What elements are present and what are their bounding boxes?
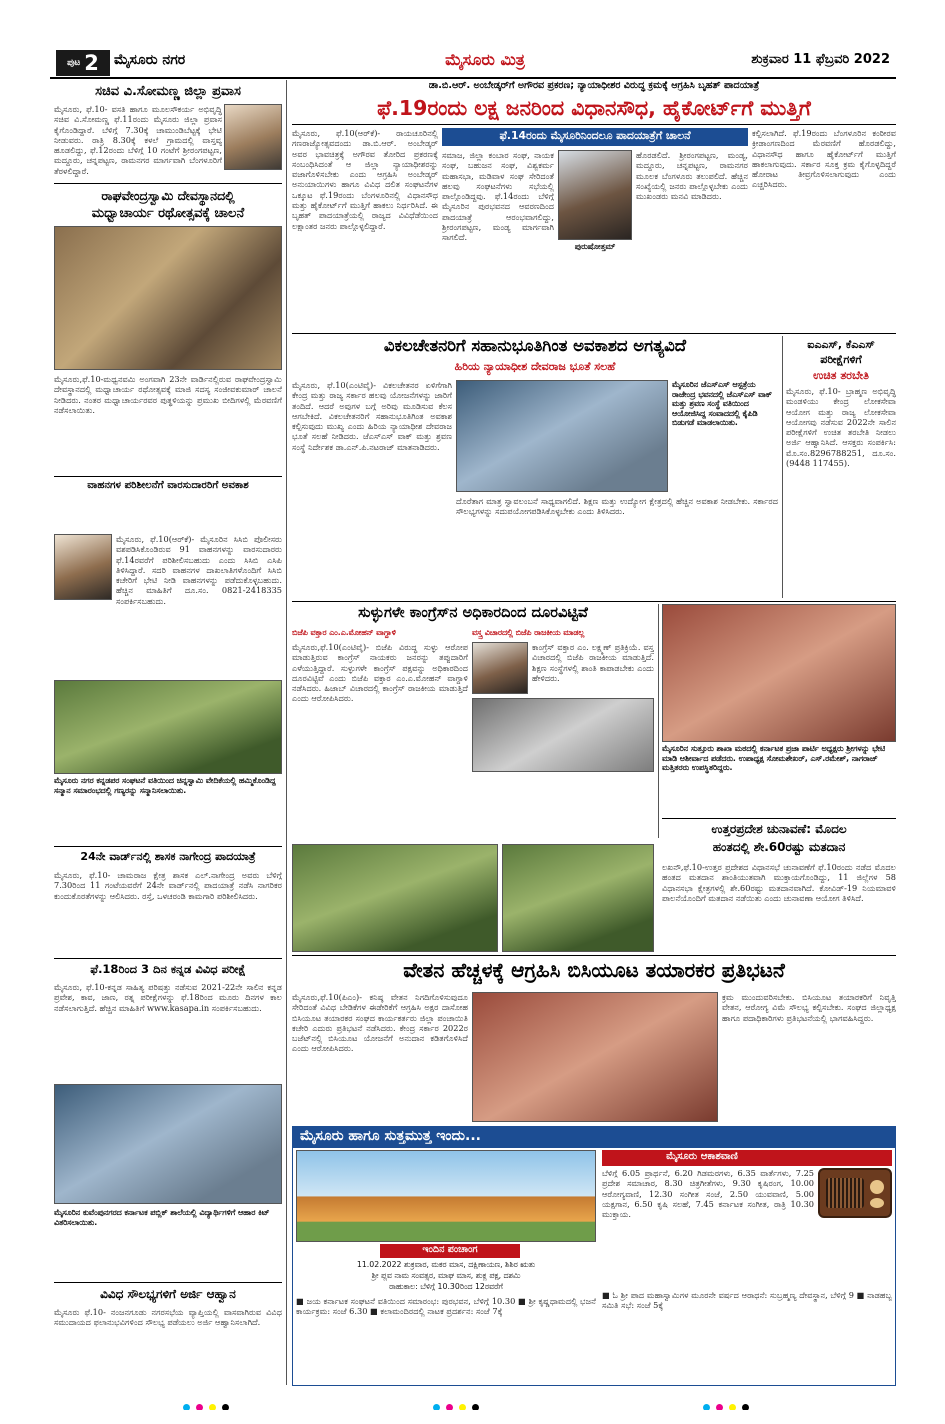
registration-marks-left xyxy=(180,1396,300,1410)
left-story3-body: ಮೈಸೂರು, ಫೆ.10(ಆರ್‌ಕೆ)- ಮೈಸೂರಿನ ಸಿಸಿಬಿ ಪೊಲೀಸರು ವಶಪಡಿಸಿಕೊಂಡಿರುವ 91 ವಾಹನಗಳನ್ನು ವಾರಸುದಾರರು ಫೆ.14ರವರೆಗೆ ಪರಿಶೀಲಿಸಬಹುದು ಎಂದು ಸಿಸಿಬಿ ಎಸಿಪಿ ತಿಳಿಸಿದ್ದಾರೆ. ಸದರಿ ವಾಹನಗಳ ದಾಖಲಾತಿಗಳೊಂದಿಗೆ ಸಿಸಿಬಿ ಕಚೇರಿಗೆ ಭೇಟಿ ನೀಡಿ ವಾಹನಗಳನ್ನು ಪಡೆದುಕೊಳ್ಳಬಹುದು. ಹೆಚ್ಚಿನ ಮಾಹಿತಿಗೆ ದೂ.ಸಂ. 0821-2418335 ಸಂಪರ್ಕಿಸಬಹುದು. xyxy=(116,534,282,606)
lead-subhead: ಫೆ.14ರಂದು ಮೈಸೂರಿನಿಂದಲೂ ಪಾದಯಾತ್ರೆಗೆ ಚಾಲನೆ xyxy=(499,129,691,142)
left-story1-headline: ಸಚಿವ ವಿ.ಸೋಮಣ್ಣ ಜಿಲ್ಲಾ ಪ್ರವಾಸ xyxy=(95,84,241,99)
wage-body2: ಕ್ರಮ ಮುಂದುವರಿಸಬೇಕು. ಬಿಸಿಯೂಟ ತಯಾರಕರಿಗೆ ನಿವೃತ್ತಿ ವೇತನ, ಆರೋಗ್ಯ ವಿಮೆ ಸೌಲಭ್ಯ ಕಲ್ಪಿಸಬೇಕು. ಸಂಘದ ಜಿಲ್ಲಾಧ್ಯಕ್ಷ ಹಾಗೂ ಪದಾಧಿಕಾರಿಗಳು ಪ್ರತಿಭಟನೆಯಲ್ಲಿ ಭಾಗವಹಿಸಿದ್ದರು. xyxy=(722,992,896,1023)
up-headline-2: ಹಂತದಲ್ಲಿ ಶೇ.60ರಷ್ಟು ಮತದಾನ xyxy=(712,840,846,854)
disability-photo-caption: ಮೈಸೂರಿನ ಜೆಎಸ್‌ಎಸ್ ಆಸ್ಪತ್ರೆಯ ರಾಜೇಂದ್ರ ಭವನದಲ್ಲಿ ಜೆಎಸ್‌ಎಸ್ ವಾಕ್ ಮತ್ತು ಶ್ರವಣ ಸಂಸ್ಥೆ ವತಿಯಿಂದ ಆಯೋಜಿಸಿದ್ದ ಸಂವಾದದಲ್ಲಿ ಕೈಪಿಡಿ ಬಿಡುಗಡೆ ಮಾಡಲಾಯಿತು. xyxy=(672,380,772,428)
today-banner: ಮೈಸೂರು ಹಾಗೂ ಸುತ್ತಮುತ್ತ ಇಂದು... xyxy=(300,1128,481,1144)
masthead-rule xyxy=(50,77,896,79)
today-events: ■ ಜಯ ಕರ್ನಾಟಕ ಸಂಘಟನೆ ವತಿಯಿಂದ ಸಮಾರಂಭ: ಪುರಭವನ, ಬೆಳಿಗ್ಗೆ 10.30 ■ ಶ್ರೀ ಕೃಷ್ಣಧಾಮದಲ್ಲಿ ಭಜನೆ ಕಾರ್ಯಕ್ರಮ: ಸಂಜೆ 6.30 ■ ಕಲಾಮಂದಿರದಲ್ಲಿ ನಾಟಕ ಪ್ರದರ್ಶನ: ಸಂಜೆ 7ಕ್ಕೆ xyxy=(296,1296,596,1317)
left-story7-caption: ಮೈಸೂರಿನ ಕುವೆಂಪುನಗರದ ಕರ್ನಾಟಕ ಪಬ್ಲಿಕ್ ಶಾಲೆಯಲ್ಲಿ ವಿದ್ಯಾರ್ಥಿಗಳಿಗೆ ಆಹಾರ ಕಿಟ್ ವಿತರಿಸಲಾಯಿತು. xyxy=(54,1208,270,1227)
left-story8-body: ಮೈಸೂರು ಫೆ.10- ನಂಜನಗೂಡು ನಗರಸಭೆಯ ವ್ಯಾಪ್ತಿಯಲ್ಲಿ ವಾಸವಾಗಿರುವ ವಿವಿಧ ಸಮುದಾಯದ ಫಲಾನುಭವಿಗಳಿಂದ ಸೌಲಭ್ಯ ಪಡೆಯಲು ಅರ್ಜಿ ಆಹ್ವಾನಿಸಲಾಗಿದೆ. xyxy=(54,1307,282,1328)
lead-col1: ಮೈಸೂರು, ಫೆ.10(ಆರ್‌ಕೆ)- ರಾಯಚೂರಿನಲ್ಲಿ ಗಣರಾಜ್ಯೋತ್ಸವದಂದು ಡಾ.ಬಿ.ಆರ್. ಅಂಬೇಡ್ಕರ್ ಅವರ ಭಾವಚಿತ್ರಕ್ಕೆ ಅಗೌರವ ತೋರಿದ ಪ್ರಕರಣಕ್ಕೆ ಸಂಬಂಧಿಸಿದಂತೆ ಆ ಜಿಲ್ಲಾ ನ್ಯಾಯಾಧೀಶರನ್ನು ವಜಾಗೊಳಿಸಬೇಕು ಎಂದು ಆಗ್ರಹಿಸಿ ಅಂಬೇಡ್ಕರ್ ಅನುಯಾಯಿಗಳು ಹಾಗೂ ವಿವಿಧ ದಲಿತ ಸಂಘಟನೆಗಳ ಒಕ್ಕೂಟ ಫೆ.19ರಂದು ಬೆಂಗಳೂರಿನಲ್ಲಿ ವಿಧಾನಸೌಧ ಮತ್ತು ಹೈಕೋರ್ಟ್‌ಗೆ ಮುತ್ತಿಗೆ ಹಾಕಲು ನಿರ್ಧರಿಸಿದೆ. ಈ ಬೃಹತ್ ಪಾದಯಾತ್ರೆಯಲ್ಲಿ ರಾಜ್ಯದ ವಿವಿಧೆಡೆಯಿಂದ ಲಕ್ಷಾಂತರ ಜನರು ಪಾಲ್ಗೊಳ್ಳಲಿದ್ದಾರೆ. xyxy=(292,128,438,231)
issue-date: ಶುಕ್ರವಾರ 11 ಫೆಬ್ರವರಿ 2022 xyxy=(751,52,890,67)
page-label: ಪುಟ xyxy=(67,58,81,68)
lead-col4: ಕಲ್ಪಿಸಲಾಗಿದೆ. ಫೆ.19ರಂದು ಬೆಂಗಳೂರಿನ ಕಂಠೀರವ ಕ್ರೀಡಾಂಗಣದಿಂದ ಮೆರವಣಿಗೆ ಹೊರಡಲಿದ್ದು, ವಿಧಾನಸೌಧ ಹಾಗೂ ಹೈಕೋರ್ಟ್‌ಗೆ ಮುತ್ತಿಗೆ ಹಾಕಲಾಗುವುದು. ಸರ್ಕಾರ ಸೂಕ್ತ ಕ್ರಮ ಕೈಗೊಳ್ಳದಿದ್ದರೆ ಹೋರಾಟ ತೀವ್ರಗೊಳಿಸಲಾಗುವುದು ಎಂದು ಎಚ್ಚರಿಸಿದರು. xyxy=(752,128,896,190)
congress-body: ಮೈಸೂರು,ಫೆ.10(ಎಂಟಿವೈ)- ಬಿಜೆಪಿ ವಿರುದ್ಧ ಸುಳ್ಳು ಆರೋಪ ಮಾಡುತ್ತಿರುವ ಕಾಂಗ್ರೆಸ್ ನಾಯಕರು ಜನರನ್ನು ತಪ್ಪುದಾರಿಗೆ ಎಳೆಯುತ್ತಿದ್ದಾರೆ. ಸುಳ್ಳುಗಳೇ ಕಾಂಗ್ರೆಸ್ ಪಕ್ಷವನ್ನು ಅಧಿಕಾರದಿಂದ ದೂರವಿಟ್ಟಿವೆ ಎಂದು ಬಿಜೆಪಿ ವಕ್ತಾರ ಎಂ.ಎ.ಮೋಹನ್ ವಾಗ್ದಾಳಿ ನಡೆಸಿದರು. ಹಿಜಾಬ್ ವಿಚಾರದಲ್ಲಿ ಕಾಂಗ್ರೆಸ್ ರಾಜಕೀಯ ಮಾಡುತ್ತಿದೆ ಎಂದು ಆರೋಪಿಸಿದರು. xyxy=(292,642,468,704)
ias-headline-1: ಐಎಎಸ್, ಕೆಎಎಸ್ xyxy=(807,338,875,351)
disability-bottom-rule xyxy=(292,601,896,602)
congress-body-continued xyxy=(472,776,654,840)
felicitation-photo xyxy=(54,680,282,774)
radio-title: ಮೈಸೂರು ಆಕಾಶವಾಣಿ xyxy=(666,1151,738,1162)
minister-portrait xyxy=(224,104,282,170)
left-story3-headline: ವಾಹನಗಳ ಪರಿಶೀಲನೆಗೆ ವಾರಸುದಾರರಿಗೆ ಅವಕಾಶ xyxy=(87,480,249,491)
ias-divider xyxy=(782,336,783,598)
ias-body: ಮೈಸೂರು, ಫೆ.10- ಬ್ರಾಹ್ಮಣ ಅಭಿವೃದ್ಧಿ ಮಂಡಳಿಯು ಕೇಂದ್ರ ಲೋಕಸೇವಾ ಆಯೋಗ ಮತ್ತು ರಾಜ್ಯ ಲೋಕಸೇವಾ ಆಯೋಗವು ನಡೆಸುವ 2022ನೇ ಸಾಲಿನ ಪರೀಕ್ಷೆಗಳಿಗೆ ಉಚಿತ ತರಬೇತಿ ನೀಡಲು ಅರ್ಜಿ ಆಹ್ವಾನಿಸಿದೆ. ಆಸಕ್ತರು ಸಂಪರ್ಕಿಸಿ: ಮೊ.ಸಂ.8296788251, ದೂ.ಸಂ. (9448 117455). xyxy=(786,386,896,469)
panchanga-title: ಇಂದಿನ ಪಂಚಾಂಗ xyxy=(422,1244,478,1255)
chariot-festival-photo xyxy=(54,226,282,370)
left-rule-1 xyxy=(54,183,282,184)
disability-headline: ವಿಕಲಚೇತನರಿಗೆ ಸಹಾನುಭೂತಿಗಿಂತ ಅವಕಾಶದ ಅಗತ್ಯವಿದೆ xyxy=(383,336,687,355)
lead-col2: ಸಮಾಜ, ಜಿಲ್ಲಾ ಕಂಬಾರ ಸಂಘ, ನಾಯಕ ಸಂಘ, ಬಹುಜನ ಸಂಘ, ವಿಶ್ವಕರ್ಮ ಮಹಾಸಭಾ, ಮಡಿವಾಳ ಸಂಘ ಸೇರಿದಂತೆ ಹಲವು ಸಂಘಟನೆಗಳು ಸಭೆಯಲ್ಲಿ ಪಾಲ್ಗೊಂಡಿದ್ದವು. ಫೆ.14ರಂದು ಬೆಳಿಗ್ಗೆ ಮೈಸೂರಿನ ಪುರಭವನದ ಆವರಣದಿಂದ ಪಾದಯಾತ್ರೆ ಆರಂಭವಾಗಲಿದ್ದು, ಶ್ರೀರಂಗಪಟ್ಟಣ, ಮಂಡ್ಯ ಮಾರ್ಗವಾಗಿ ಸಾಗಲಿದೆ. xyxy=(442,150,554,243)
section-name: ಮೈಸೂರು ನಗರ xyxy=(114,52,186,68)
left-story4-caption: ಮೈಸೂರು ನಗರ ಕನ್ನಡಪರ ಸಂಘಟನೆ ವತಿಯಿಂದ ಚಿನ್ನಸ್ವಾಮಿ ವೇದಿಕೆಯಲ್ಲಿ ಹಮ್ಮಿಕೊಂಡಿದ್ದ ಸನ್ಮಾನ ಸಮಾರಂಭದಲ್ಲಿ ಗಣ್ಯರನ್ನು ಸನ್ಮಾನಿಸಲಾಯಿತು. xyxy=(54,776,276,795)
ward-meeting-photo xyxy=(292,844,498,952)
left-story5-body: ಮೈಸೂರು, ಫೆ.10- ಚಾಮರಾಜ ಕ್ಷೇತ್ರ ಶಾಸಕ ಎಲ್.ನಾಗೇಂದ್ರ ಅವರು ಬೆಳಿಗ್ಗೆ 7.30ರಿಂದ 11 ಗಂಟೆಯವರೆಗೆ 24ನೇ ವಾರ್ಡ್‌ನಲ್ಲಿ ಪಾದಯಾತ್ರೆ ನಡೆಸಿ ನಾಗರಿಕರ ಕುಂದುಕೊರತೆಗಳನ್ನು ಆಲಿಸಿದರು. ರಸ್ತೆ, ಒಳಚರಂಡಿ ಕಾಮಗಾರಿ ಪರಿಶೀಲಿಸಿದರು. xyxy=(54,870,282,901)
registration-marks-right xyxy=(700,1396,820,1410)
left-story8-headline: ವಿವಿಧ ಸೌಲಭ್ಯಗಳಿಗೆ ಅರ್ಜಿ ಆಹ್ವಾನ xyxy=(100,1287,236,1301)
ias-subhead: ಉಚಿತ ತರಬೇತಿ xyxy=(813,369,869,382)
panchanga-line1: 11.02.2022 ಶುಕ್ರವಾರ, ಮಕರ ಮಾಸ, ದಕ್ಷಿಣಾಯಣ, ಶಿಶಿರ ಋತು xyxy=(356,1260,536,1269)
disability-body2: ದೊರೆತಾಗ ಮಾತ್ರ ಸ್ವಾವಲಂಬನೆ ಸಾಧ್ಯವಾಗಲಿದೆ. ಶಿಕ್ಷಣ ಮತ್ತು ಉದ್ಯೋಗ ಕ್ಷೇತ್ರದಲ್ಲಿ ಹೆಚ್ಚಿನ ಅವಕಾಶ ನೀಡಬೇಕು. ಸರ್ಕಾರದ ಸೌಲಭ್ಯಗಳನ್ನು ಸದುಪಯೋಗಪಡಿಸಿಕೊಳ್ಳಬೇಕು ಎಂದು ತಿಳಿಸಿದರು. xyxy=(456,496,778,517)
congress-body2: ಕಾಂಗ್ರೆಸ್ ವಕ್ತಾರ ಎಂ. ಲಕ್ಷ್ಮಣ್ ಪ್ರತಿಕ್ರಿಯೆ. ವಸ್ತ್ರ ವಿಚಾರದಲ್ಲಿ ಬಿಜೆಪಿ ರಾಜಕೀಯ ಮಾಡುತ್ತಿದೆ. ಶಿಕ್ಷಣ ಸಂಸ್ಥೆಗಳಲ್ಲಿ ಶಾಂತಿ ಕಾಪಾಡಬೇಕು ಎಂದು ಹೇಳಿದರು. xyxy=(532,642,654,683)
protest-photo xyxy=(472,992,718,1122)
left-story3-body-top xyxy=(54,498,282,532)
page-number: 2 xyxy=(84,51,99,75)
wage-top-rule xyxy=(292,955,896,956)
lakshman-portrait xyxy=(472,642,528,694)
lead-photo-caption: ಪುರುಷೋತ್ತಮ್ xyxy=(574,242,616,251)
left-story2-body: ಮೈಸೂರು,ಫೆ.10-ಮಧ್ವನವಮಿ ಅಂಗವಾಗಿ 23ನೇ ವಾರ್ಡಿನಲ್ಲಿರುವ ರಾಘವೇಂದ್ರಸ್ವಾಮಿ ದೇವಸ್ಥಾನದಲ್ಲಿ ಮಧ್ವಾಚಾರ್ಯ ರಥೋತ್ಸವಕ್ಕೆ ಮಾಜಿ ಸದಸ್ಯ ಸಂಜೀವಕುಮಾರ್ ಚಾಲನೆ ನೀಡಿದರು. ನಂತರ ಮಧ್ವಾಚಾರ್ಯರವರ ಪುತ್ಥಳಿಯನ್ನು ಪ್ರಮುಖ ಬೀದಿಗಳಲ್ಲಿ ಮೆರವಣಿಗೆ ನಡೆಸಲಾಯಿತು. xyxy=(54,374,282,415)
congress-kicker-b: ವಸ್ತ್ರ ವಿಚಾರದಲ್ಲಿ ಬಿಜೆಪಿ ರಾಜಕೀಯ ಮಾಡಲ್ಲ xyxy=(472,628,585,637)
congress-headline: ಸುಳ್ಳುಗಳೇ ಕಾಂಗ್ರೆಸ್‌ನ ಅಧಿಕಾರದಿಂದ ದೂರವಿಟ್ಟಿವೆ xyxy=(358,604,588,621)
congress-kicker-a: ಬಿಜೆಪಿ ವಕ್ತಾರ ಎಂ.ಎ.ಮೋಹನ್ ವಾಗ್ದಾಳಿ xyxy=(292,628,396,637)
left-rule-4 xyxy=(54,958,282,959)
swamiji-meeting-photo xyxy=(662,604,896,742)
left-story5-headline: 24ನೇ ವಾರ್ಡ್‌ನಲ್ಲಿ ಶಾಸಕ ನಾಗೇಂದ್ರ ಪಾದಯಾತ್ರೆ xyxy=(80,850,256,863)
press-meet-photo xyxy=(472,698,654,772)
up-headline-1: ಉತ್ತರಪ್ರದೇಶ ಚುನಾವಣೆ: ಮೊದಲ xyxy=(711,822,847,836)
panchanga-line3: ರಾಹುಕಾಲ: ಬೆಳಿಗ್ಗೆ 10.30ರಿಂದ 12ರವರೆಗೆ xyxy=(389,1282,503,1291)
up-rule xyxy=(662,818,896,819)
left-rule-5 xyxy=(54,1282,282,1283)
radio-icon xyxy=(818,1168,892,1218)
congress-photo-caption: ಮೈಸೂರಿನ ಸುತ್ತೂರು ಶಾಖಾ ಮಠದಲ್ಲಿ ಕರ್ನಾಟಕ ಪ್ರಜಾ ಪಾರ್ಟಿ ಅಧ್ಯಕ್ಷರು ಶ್ರೀಗಳನ್ನು ಭೇಟಿ ಮಾಡಿ ಆಶೀರ್ವಾದ ಪಡೆದರು. ಉಪಾಧ್ಯಕ್ಷ ಸೋಮಶೇಖರ್, ಎಸ್.ರಮೇಶ್, ನಾಗರಾಜ್ ಮತ್ತಿತರರು ಉಪಸ್ಥಿತರಿದ್ದರು. xyxy=(662,744,886,773)
radio-schedule: ಬೆಳಿಗ್ಗೆ 6.05 ಪ್ರಾರ್ಥನೆ, 6.20 ಗಿಡಮರಗಳು, 6.35 ವಾರ್ತೆಗಳು, 7.25 ಪ್ರದೇಶ ಸಮಾಚಾರ, 8.30 ಚಿತ್ರಗೀತೆಗಳು, 9.30 ಕೃಷಿರಂಗ, 10.00 ಆರೋಗ್ಯವಾಣಿ, 12.30 ಸಂಗೀತ ಸಂಜೆ, 2.50 ಯುವವಾಣಿ, 5.00 ಯಕ್ಷಗಾನ, 6.50 ಕೃಷಿ ಸಲಹೆ, 7.45 ಕರ್ನಾಟಕ ಸಂಗೀತ, ರಾತ್ರಿ 10.30 ಮುಕ್ತಾಯ. xyxy=(602,1168,814,1220)
lead-bottom-rule xyxy=(292,333,896,334)
left-story6-body: ಮೈಸೂರು, ಫೆ.10-ಕನ್ನಡ ಸಾಹಿತ್ಯ ಪರಿಷತ್ತು ನಡೆಸುವ 2021-22ನೇ ಸಾಲಿನ ಕನ್ನಡ ಪ್ರವೇಶ, ಕಾವ, ಜಾಣ, ರತ್ನ ಪರೀಕ್ಷೆಗಳನ್ನು ಫೆ.18ರಿಂದ ಮೂರು ದಿನಗಳ ಕಾಲ ನಡೆಸಲಾಗುತ್ತಿದೆ. ಹೆಚ್ಚಿನ ಮಾಹಿತಿಗೆ www.kasapa.in ಸಂಪರ್ಕಿಸಬಹುದು. xyxy=(54,982,282,1013)
ias-headline-2: ಪರೀಕ್ಷೆಗಳಿಗೆ xyxy=(820,353,862,366)
panchanga-line2: ಶ್ರೀ ಪ್ಲವ ನಾಮ ಸಂವತ್ಸರ, ಮಾಘ ಮಾಸ, ಶುಕ್ಲ ಪಕ್ಷ, ದಶಮಿ xyxy=(371,1271,521,1280)
left-rule-3 xyxy=(54,846,282,847)
paper-name: ಮೈಸೂರು ಮಿತ್ರ xyxy=(445,50,525,69)
masthead xyxy=(0,0,945,38)
page-label-box xyxy=(56,50,110,76)
lead-col3: ಹೊರಡಲಿದೆ. ಶ್ರೀರಂಗಪಟ್ಟಣ, ಮಂಡ್ಯ, ಮದ್ದೂರು, ಚನ್ನಪಟ್ಟಣ, ರಾಮನಗರ ಮೂಲಕ ಬೆಂಗಳೂರು ತಲುಪಲಿದೆ. ಹೆಚ್ಚಿನ ಸಂಖ್ಯೆಯಲ್ಲಿ ಜನರು ಪಾಲ್ಗೊಳ್ಳಬೇಕು ಎಂದು ಮುಖಂಡರು ಮನವಿ ಮಾಡಿದರು. xyxy=(636,150,748,202)
lead-kicker: ಡಾ.ಬಿ.ಆರ್. ಅಂಬೇಡ್ಕರ್‌ಗೆ ಅಗೌರವ ಪ್ರಕರಣ; ನ್ಯಾಯಾಧೀಶರ ವಿರುದ್ಧ ಕ್ರಮಕ್ಕೆ ಆಗ್ರಹಿಸಿ ಬೃಹತ್ ಪಾದಯಾತ್ರೆ xyxy=(428,80,760,91)
lead-rule xyxy=(292,124,896,125)
up-body: ಲಖನೌ,ಫೆ.10-ಉತ್ತರ ಪ್ರದೇಶದ ವಿಧಾನಸಭೆ ಚುನಾವಣೆಗೆ ಫೆ.10ರಂದು ನಡೆದ ಮೊದಲ ಹಂತದ ಮತದಾನ ಶಾಂತಿಯುತವಾಗಿ ಮುಕ್ತಾಯಗೊಂಡಿದ್ದು, 11 ಜಿಲ್ಲೆಗಳ 58 ವಿಧಾನಸಭಾ ಕ್ಷೇತ್ರಗಳಲ್ಲಿ ಶೇ.60ರಷ್ಟು ಮತದಾನವಾಗಿದೆ. ಕೋವಿಡ್-19 ನಿಯಮಾವಳಿ ಪಾಲನೆಯೊಂದಿಗೆ ಮತದಾನ ನಡೆಯಿತು ಎಂದು ಚುನಾವಣಾ ಆಯೋಗ ತಿಳಿಸಿದೆ. xyxy=(662,862,896,903)
left-story6-headline: ಫೆ.18ರಿಂದ 3 ದಿನ ಕನ್ನಡ ವಿವಿಧ ಪರೀಕ್ಷೆ xyxy=(90,962,246,976)
left-rule-2 xyxy=(54,476,282,477)
disability-body: ಮೈಸೂರು, ಫೆ.10(ಎಂಟಿವೈ)- ವಿಕಲಚೇತನರ ಏಳಿಗೆಗಾಗಿ ಕೇಂದ್ರ ಮತ್ತು ರಾಜ್ಯ ಸರ್ಕಾರ ಹಲವು ಯೋಜನೆಗಳನ್ನು ಜಾರಿಗೆ ತಂದಿದೆ. ಆದರೆ ಅವುಗಳ ಬಗ್ಗೆ ಅರಿವು ಮೂಡಿಸುವ ಕೆಲಸ ಆಗಬೇಕಿದೆ. ವಿಕಲಚೇತನರಿಗೆ ಸಹಾನುಭೂತಿಗಿಂತ ಅವಕಾಶ ಕಲ್ಪಿಸುವುದು ಮುಖ್ಯ ಎಂದು ಹಿರಿಯ ನ್ಯಾಯಾಧೀಶ ದೇವರಾಜ ಭೂತೆ ಸಲಹೆ ನೀಡಿದರು. ಜೆಎಸ್‌ಎಸ್ ವಾಕ್ ಮತ್ತು ಶ್ರವಣ ಸಂಸ್ಥೆ ನಿರ್ದೇಶಕ ಡಾ.ಎನ್.ಪಿ.ನಟರಾಜ್ ಮಾತನಾಡಿದರು. xyxy=(292,380,452,452)
purushottam-portrait xyxy=(558,150,632,240)
wage-headline: ವೇತನ ಹೆಚ್ಚಳಕ್ಕೆ ಆಗ್ರಹಿಸಿ ಬಿಸಿಯೂಟ ತಯಾರಕರ ಪ್ರತಿಭಟನೆ xyxy=(403,958,785,982)
lead-headline: ಫೆ.19ರಂದು ಲಕ್ಷ ಜನರಿಂದ ವಿಧಾನಸೌಧ, ಹೈಕೋರ್ಟ್‌ಗೆ ಮುತ್ತಿಗೆ xyxy=(377,96,811,120)
left-story2-headline-2: ಮಧ್ವಾಚಾರ್ಯ ರಥೋತ್ಸವಕ್ಕೆ ಚಾಲನೆ xyxy=(91,206,245,221)
left-story2-headline-1: ರಾಘವೇಂದ್ರಸ್ವಾಮಿ ದೇವಸ್ಥಾನದಲ್ಲಿ xyxy=(101,188,235,203)
school-kit-photo xyxy=(54,1084,282,1204)
ward-meeting-photo-2 xyxy=(502,844,654,952)
acp-portrait xyxy=(54,534,112,600)
mysore-palace-illustration xyxy=(296,1150,596,1242)
registration-marks-center xyxy=(430,1396,550,1410)
congress-divider xyxy=(658,604,659,838)
disability-subhead: ಹಿರಿಯ ನ್ಯಾಯಾಧೀಶ ದೇವರಾಜ ಭೂತೆ ಸಲಹೆ xyxy=(454,360,616,373)
column-divider xyxy=(286,80,287,1385)
left-story1-body: ಮೈಸೂರು, ಫೆ.10- ವಸತಿ ಹಾಗೂ ಮೂಲಸೌಕರ್ಯ ಅಭಿವೃದ್ಧಿ ಸಚಿವ ವಿ.ಸೋಮಣ್ಣ ಫೆ.11ರಂದು ಮೈಸೂರು ಜಿಲ್ಲಾ ಪ್ರವಾಸ ಕೈಗೊಂಡಿದ್ದಾರೆ. ಬೆಳಿಗ್ಗೆ 7.30ಕ್ಕೆ ಚಾಮುಂಡಿಬೆಟ್ಟಕ್ಕೆ ಭೇಟಿ ನೀಡುವರು. ರಾತ್ರಿ 8.30ಕ್ಕೆ ಕಳಲೆ ಗ್ರಾಮದಲ್ಲಿ ವಾಸ್ತವ್ಯ ಹೂಡಲಿದ್ದು, ಫೆ.12ರಂದು ಬೆಳಿಗ್ಗೆ 10 ಗಂಟೆಗೆ ಶ್ರೀರಂಗಪಟ್ಟಣ, ಮದ್ದೂರು, ಚನ್ನಪಟ್ಟಣ, ರಾಮನಗರ ಮಾರ್ಗವಾಗಿ ಬೆಂಗಳೂರಿಗೆ ತೆರಳಲಿದ್ದಾರೆ. xyxy=(54,104,222,176)
today-events-2: ■ ಓ ಶ್ರೀ ಪಾದ ಮಹಾಸ್ವಾಮಿಗಳ ಮೂರನೇ ವರ್ಷದ ಆರಾಧನೆ: ಸುಬ್ರಹ್ಮಣ್ಯ ದೇವಸ್ಥಾನ, ಬೆಳಿಗ್ಗೆ 9 ■ ನಾಡಹಬ್ಬ ಸಮಿತಿ ಸಭೆ: ಸಂಜೆ 5ಕ್ಕೆ xyxy=(602,1290,892,1311)
book-release-photo xyxy=(456,380,668,492)
wage-body: ಮೈಸೂರು,ಫೆ.10(ಪಿಎಂ)- ಕನಿಷ್ಠ ವೇತನ ನಿಗದಿಗೊಳಿಸುವುದೂ ಸೇರಿದಂತೆ ವಿವಿಧ ಬೇಡಿಕೆಗಳ ಈಡೇರಿಕೆಗೆ ಆಗ್ರಹಿಸಿ ಅಕ್ಷರ ದಾಸೋಹ ಬಿಸಿಯೂಟ ತಯಾರಕರ ಸಂಘದ ಕಾರ್ಯಕರ್ತರು ಜಿಲ್ಲಾ ಪಂಚಾಯಿತಿ ಕಚೇರಿ ಎದುರು ಪ್ರತಿಭಟನೆ ನಡೆಸಿದರು. ಕೇಂದ್ರ ಸರ್ಕಾರ 2022ರ ಬಜೆಟ್‌ನಲ್ಲಿ ಬಿಸಿಯೂಟ ಯೋಜನೆಗೆ ಅನುದಾನ ಕಡಿತಗೊಳಿಸಿದೆ ಎಂದು ಆರೋಪಿಸಿದರು. xyxy=(292,992,468,1054)
